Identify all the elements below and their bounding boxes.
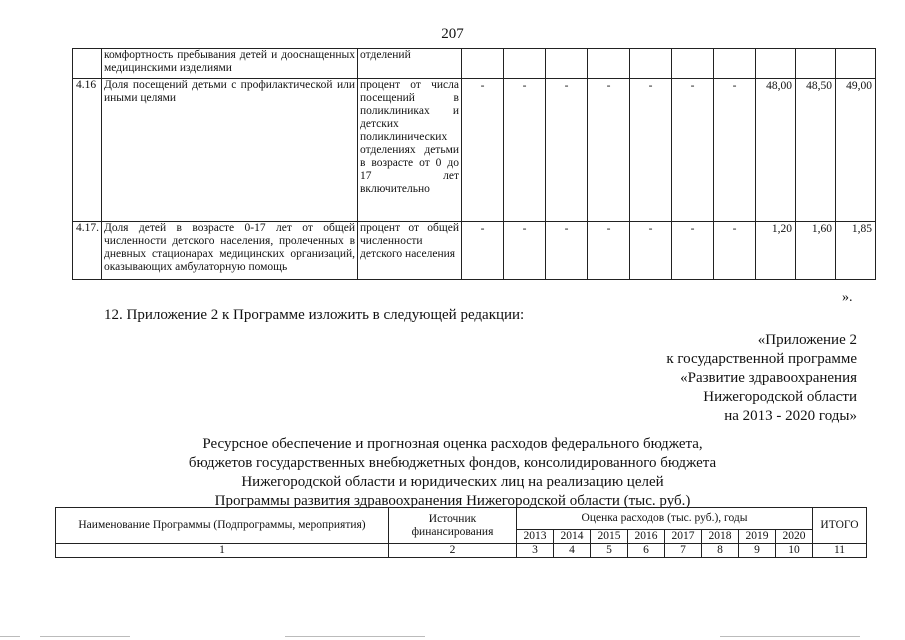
indicator-description: Доля детей в возрасте 0-17 лет от общей численности детского населения, пролеченных в дневных стационарах медицинских организаций, оказывающих амбулаторную помощь	[102, 222, 358, 280]
appendix-line: «Приложение 2	[757, 332, 857, 348]
indicator-value	[714, 49, 756, 79]
year-header: 2016	[628, 530, 665, 544]
year-header: 2017	[665, 530, 702, 544]
column-number: 4	[554, 544, 591, 558]
indicators-table	[72, 48, 876, 280]
indicator-unit: отделений	[358, 49, 462, 79]
indicator-description: Доля посещений детьми с профилактической или иными целями	[102, 79, 358, 222]
scan-mark	[40, 636, 130, 637]
indicator-unit: процент от числа посещений в поликлиниках и детских поликлинических отделениях детьми в возрасте от 0 до 17 лет включительно	[358, 79, 462, 222]
table-row	[73, 79, 876, 222]
indicator-value: 49,00	[836, 79, 876, 222]
row-number: 4.17.	[73, 222, 102, 280]
indicator-value: -	[546, 222, 588, 280]
table-row	[73, 222, 876, 280]
year-header: 2019	[739, 530, 776, 544]
appendix-line: к государственной программе	[666, 351, 857, 367]
indicator-value	[672, 49, 714, 79]
indicator-value: -	[672, 222, 714, 280]
indicator-value	[756, 49, 796, 79]
indicator-value: -	[630, 222, 672, 280]
indicator-value	[588, 49, 630, 79]
indicator-value: 48,50	[796, 79, 836, 222]
indicator-value: -	[672, 79, 714, 222]
indicator-value	[504, 49, 546, 79]
indicator-value: -	[504, 222, 546, 280]
indicator-description: комфортность пребывания детей и дооснащенных медицинскими изделиями	[102, 49, 358, 79]
indicator-value: 48,00	[756, 79, 796, 222]
column-number: 3	[517, 544, 554, 558]
indicator-value: -	[714, 79, 756, 222]
year-header: 2020	[776, 530, 813, 544]
row-number: 4.16	[73, 79, 102, 222]
column-number: 9	[739, 544, 776, 558]
indicator-value: 1,60	[796, 222, 836, 280]
amendment-paragraph: 12. Приложение 2 к Программе изложить в следующей редакции:	[104, 307, 525, 323]
indicator-value	[796, 49, 836, 79]
header-funding-source: Источник финансирования	[389, 508, 517, 544]
scan-mark	[720, 636, 860, 637]
column-number: 7	[665, 544, 702, 558]
indicator-value: -	[588, 222, 630, 280]
year-header: 2014	[554, 530, 591, 544]
column-number: 1	[56, 544, 389, 558]
header-program-name: Наименование Программы (Подпрограммы, мероприятия)	[56, 508, 389, 544]
indicator-unit: процент от общей численности детского населения	[358, 222, 462, 280]
table-row	[73, 49, 876, 79]
indicator-value: -	[630, 79, 672, 222]
indicator-value	[546, 49, 588, 79]
indicator-value: 1,85	[836, 222, 876, 280]
column-number: 8	[702, 544, 739, 558]
column-number: 10	[776, 544, 813, 558]
indicator-value: -	[588, 79, 630, 222]
header-total: ИТОГО	[813, 508, 867, 544]
appendix-line: Нижегородской области	[703, 389, 857, 405]
page-number: 207	[441, 26, 464, 42]
heading-line: Программы развития здравоохранения Нижегородской области (тыс. руб.)	[214, 493, 691, 509]
heading-line: Нижегородской области и юридических лиц на реализацию целей	[241, 474, 664, 490]
appendix-line: на 2013 - 2020 годы»	[724, 408, 857, 424]
indicator-value	[630, 49, 672, 79]
resource-table	[55, 507, 867, 558]
indicator-value: -	[462, 222, 504, 280]
indicator-value: -	[504, 79, 546, 222]
row-number	[73, 49, 102, 79]
header-estimate: Оценка расходов (тыс. руб.), годы	[517, 508, 813, 530]
heading-line: Ресурсное обеспечение и прогнозная оценка расходов федерального бюджета,	[202, 436, 703, 452]
appendix-title	[666, 331, 857, 426]
indicator-value: 1,20	[756, 222, 796, 280]
column-number: 5	[591, 544, 628, 558]
column-number: 11	[813, 544, 867, 558]
resource-heading	[0, 435, 905, 511]
year-header: 2018	[702, 530, 739, 544]
indicator-value: -	[714, 222, 756, 280]
year-header: 2015	[591, 530, 628, 544]
heading-line: бюджетов государственных внебюджетных фондов, консолидированного бюджета	[188, 455, 717, 471]
scan-mark	[0, 636, 20, 637]
appendix-line: «Развитие здравоохранения	[680, 370, 857, 386]
year-header: 2013	[517, 530, 554, 544]
column-number: 6	[628, 544, 665, 558]
indicator-value: -	[462, 79, 504, 222]
column-number: 2	[389, 544, 517, 558]
indicator-value	[462, 49, 504, 79]
closing-quote: ».	[842, 290, 853, 305]
scan-mark	[285, 636, 425, 637]
indicator-value: -	[546, 79, 588, 222]
indicator-value	[836, 49, 876, 79]
